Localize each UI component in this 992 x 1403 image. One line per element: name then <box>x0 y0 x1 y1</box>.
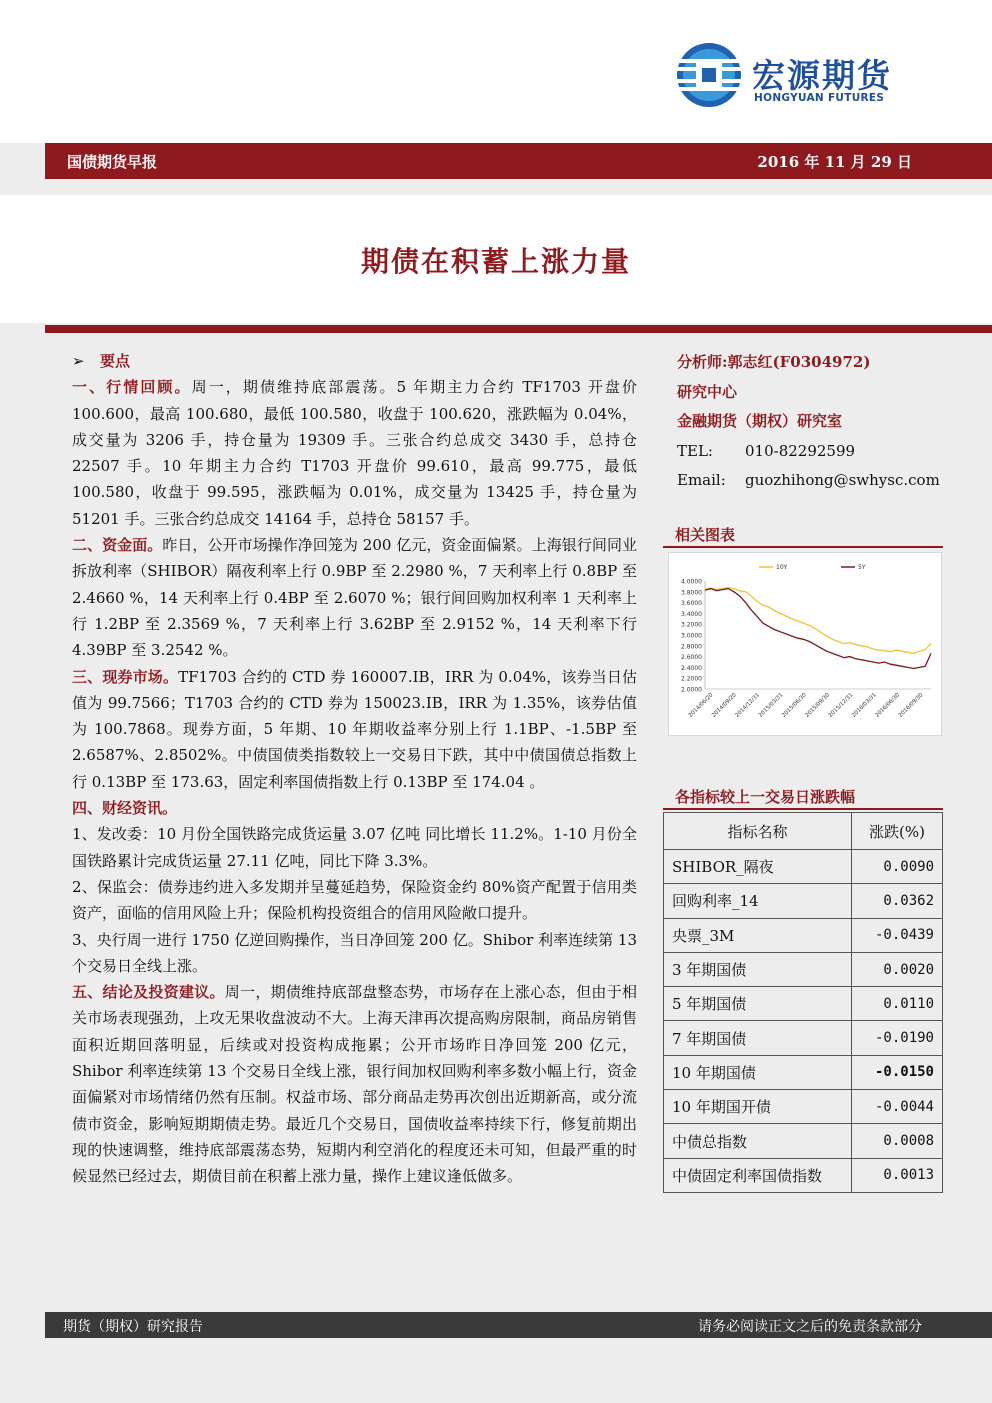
indicator-change: 0.0362 <box>852 884 943 918</box>
table-row <box>664 1021 943 1055</box>
x-tick-label: 2015/03/31 <box>757 692 785 719</box>
footer-bar <box>45 1312 992 1338</box>
analyst-name: 分析师:郭志红(F0304972) <box>677 353 871 371</box>
y-tick-label: 3.6000 <box>681 600 702 608</box>
section-conclusion: 五、结论及投资建议。周一，期债维持底部盘整态势，市场存在上涨心态，但由于相关市场表现强劲，上攻无果收盘波动不大。上海天津再次提高购房限制，商品房销售面积近期回落明显，后续或对投资构成拖累；公开市场昨日净回笼 200 亿元，Shibor 利率连续第 13 个交易日全线上涨，银行间加权回购利率多数小幅上行，资金面偏紧对市场情绪仍然有压制。权益市场、部分商品走势再次创出近期新高，或分流债市资金，影响短期期债走势。最近几个交易日，国债收益率持续下行，修复前期出现的快速调整，维持底部震荡态势，短期内利空消化的程度还未可知，但最严重的时候显然已经过去，期债目前在积蓄上涨力量，操作上建议逢低做多。 <box>72 983 637 1186</box>
table-header-cell: 涨跌(%) <box>852 813 943 850</box>
analyst-dept: 研究中心 <box>677 382 738 401</box>
table-row <box>664 1090 943 1124</box>
table-row <box>664 850 943 884</box>
news-item: 1、发改委：10 月份全国铁路完成货运量 3.07 亿吨 同比增长 11.2%。1-10 月份全国铁路累计完成货运量 27.11 亿吨，同比下降 3.3%。 <box>72 825 637 870</box>
indicator-change: -0.0190 <box>852 1021 943 1055</box>
table-row <box>664 987 943 1021</box>
x-tick-label: 2014/06/20 <box>687 692 715 719</box>
key-points-heading: ➢ 要点 <box>72 348 637 374</box>
table-header-cell: 指标名称 <box>664 813 852 850</box>
yield-chart <box>668 552 942 736</box>
brand-name: 宏源期货 <box>752 56 892 95</box>
analyst-info <box>677 348 947 496</box>
y-tick-label: 2.6000 <box>681 654 702 662</box>
indicator-name: 中债总指数 <box>664 1124 852 1158</box>
x-tick-label: 2016/03/31 <box>851 692 878 719</box>
news-item: 3、央行周一进行 1750 亿逆回购操作，当日净回笼 200 亿。Shibor 利率连续第 13 个交易日全线上涨。 <box>72 930 637 975</box>
report-date: 2016 年 11 月 29 日 <box>757 153 912 171</box>
analyst-team: 金融期货（期权）研究室 <box>677 412 843 430</box>
brand-name-en: HONGYUAN FUTURES <box>754 92 885 104</box>
table-row <box>664 1158 943 1192</box>
x-tick-label: 2014/12/31 <box>734 692 762 719</box>
footer-left: 期货（期权）研究报告 <box>63 1319 203 1335</box>
indicator-change: 0.0090 <box>852 850 943 884</box>
indicator-name: 中债固定利率国债指数 <box>664 1158 852 1192</box>
charts-heading: 相关图表 <box>663 524 943 548</box>
indicator-name: 10 年期国开债 <box>664 1090 852 1124</box>
section-funds: 二、资金面。昨日，公开市场操作净回笼为 200 亿元，资金面偏紧。上海银行间同业拆放利率（SHIBOR）隔夜利率上行 0.9BP 至 2.2980 %，7 天利率上行 0.8BP 至 2.4660 %，14 天利率上行 0.4BP 至 2.6070 %；银行间回购加权利率 1 天利率上行 1.2BP 至 2.3569 %，7 天利率上行 3.62BP 至 2.9152 %，14 天利率下行 4.39BP 至 3.2542 %。 <box>72 536 637 660</box>
indicator-name: 央票_3M <box>664 918 852 952</box>
table-row <box>664 884 943 918</box>
indicator-name: 5 年期国债 <box>664 987 852 1021</box>
x-tick-label: 2015/12/31 <box>827 692 855 719</box>
series-line-5y <box>705 589 931 669</box>
indicator-table <box>663 812 943 1193</box>
indicator-change: 0.0020 <box>852 952 943 986</box>
indicator-name: 回购利率_14 <box>664 884 852 918</box>
report-type: 国债期货早报 <box>67 153 158 171</box>
table-row <box>664 952 943 986</box>
x-tick-label: 2015/06/30 <box>781 692 808 719</box>
x-tick-label: 2015/09/30 <box>804 692 832 719</box>
main-content <box>72 348 637 1190</box>
page-title: 期债在积蓄上涨力量 <box>360 245 631 278</box>
table-row <box>664 918 943 952</box>
indicator-change: -0.0044 <box>852 1090 943 1124</box>
y-tick-label: 3.2000 <box>681 621 702 629</box>
yield-chart-svg <box>669 553 941 735</box>
arrow-icon: ➢ <box>72 352 85 370</box>
indicator-name: 7 年期国债 <box>664 1021 852 1055</box>
x-tick-label: 2016/09/30 <box>897 692 925 719</box>
indicator-change: -0.0439 <box>852 918 943 952</box>
indicator-change: 0.0013 <box>852 1158 943 1192</box>
brand-logo <box>674 40 919 110</box>
indicator-name: SHIBOR_隔夜 <box>664 850 852 884</box>
table-row <box>664 1055 943 1089</box>
indicator-change: -0.0150 <box>852 1055 943 1089</box>
y-tick-label: 3.8000 <box>681 589 702 597</box>
legend-label: 5Y <box>858 564 866 571</box>
table-header-row <box>664 813 943 850</box>
news-item: 2、保监会：债券违约进入多发期并呈蔓延趋势，保险资金约 80%资产配置于信用类资产，面临的信用风险上升；保险机构投资组合的信用风险敞口提升。 <box>72 877 637 923</box>
indicator-change: 0.0110 <box>852 987 943 1021</box>
analyst-tel: TEL: 010-82292599 <box>677 441 856 460</box>
table-heading: 各指标较上一交易日涨跌幅 <box>663 786 943 810</box>
footer-disclaimer: 请务必阅读正文之后的免责条款部分 <box>698 1319 922 1335</box>
indicator-name: 3 年期国债 <box>664 952 852 986</box>
analyst-email: Email: guozhihong@swhysc.com <box>677 471 940 489</box>
y-tick-label: 2.8000 <box>681 643 702 651</box>
x-tick-label: 2016/06/30 <box>874 692 902 719</box>
indicator-change: 0.0008 <box>852 1124 943 1158</box>
table-row <box>664 1124 943 1158</box>
series-line-10y <box>705 588 931 654</box>
legend-label: 10Y <box>776 564 788 571</box>
hongyuan-logo-icon <box>674 40 746 110</box>
y-tick-label: 3.0000 <box>681 632 702 640</box>
section-news-heading: 四、财经资讯。 <box>72 799 178 818</box>
x-tick-label: 2014/09/20 <box>711 692 738 719</box>
report-bar <box>45 143 992 179</box>
section-market-review: 一、行情回顾。周一，期债维持底部震荡。5 年期主力合约 TF1703 开盘价 100.600，最高 100.680，最低 100.580，收盘于 100.620，涨跌幅为 0.04%，成交量为 3206 手，持仓量为 19309 手。三张合约总成交 3430 手，总持仓 22507 手。10 年期主力合约 T1703 开盘价 99.610，最高 99.775，最低 100.580，收盘于 99.595，涨跌幅为 0.01%，成交量为 13425 手，持仓量为 51201 手。三张合约总成交 14164 手，总持仓 58157 手。 <box>72 378 637 528</box>
section-cash-bonds: 三、现券市场。TF1703 合约的 CTD 券 160007.IB，IRR 为 0.04%，该券当日估值为 99.7566；T1703 合约的 CTD 券为 150023.IB，IRR 为 1.35%，该券估值为 100.7868。现券方面，5 年期、10 年期收益率分别上行 1.1BP、-1.5BP 至 2.6587%、2.8502%。中债国债类指数较上一交易日下跌，其中中债国债总指数上行 0.13BP 至 173.63，固定利率国债指数上行 0.13BP 至 174.04 。 <box>72 667 637 791</box>
y-tick-label: 2.4000 <box>681 664 702 672</box>
title-divider <box>45 325 992 333</box>
y-tick-label: 2.2000 <box>681 675 702 683</box>
y-tick-label: 4.0000 <box>681 578 702 586</box>
y-tick-label: 2.0000 <box>681 686 702 694</box>
y-tick-label: 3.4000 <box>681 610 702 618</box>
indicator-name: 10 年期国债 <box>664 1055 852 1089</box>
